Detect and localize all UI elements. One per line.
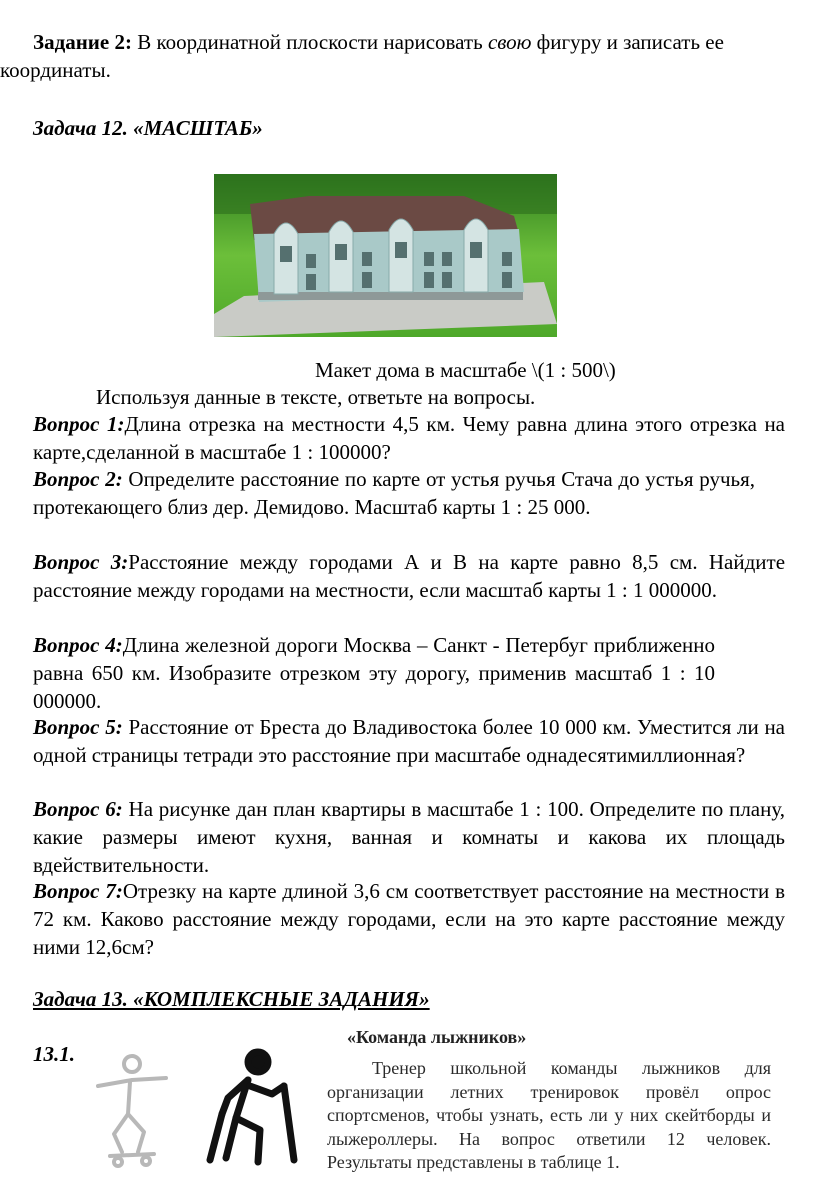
task2-line1: Задание 2: В координатной плоскости нарисовать свою фигуру и записать ее <box>33 30 724 54</box>
question-2: Вопрос 2: Определите расстояние по карте от устья ручья Стача до устья ручья, протекающего близ дер. Демидово. Масштаб карты 1 : 25 000. <box>33 467 756 519</box>
skier-icon <box>200 1048 310 1168</box>
question-7: Вопрос 7:Отрезку на карте длиной 3,6 см соответствует расстояние на местности в 72 км. Каково расстояние между городами, если на это карте расстояние между ними 12,6см? <box>33 879 786 959</box>
task12-intro: Используя данные в тексте, ответьте на вопросы. <box>96 385 536 409</box>
team-box-title: «Команда лыжников» <box>347 1027 527 1047</box>
task2-label: Задание 2: <box>33 30 132 54</box>
question-3: Вопрос 3:Расстояние между городами А и В на карте равно 8,5 см. Найдите расстояние между городами на местности, если масштаб карты 1 : 1 000000. <box>33 550 786 602</box>
question-5: Вопрос 5: Расстояние от Бреста до Владивостока более 10 000 км. Уместится ли на одной страницы тетради это расстояние при масштабе однадесятимиллионная? <box>33 715 785 767</box>
question-6: Вопрос 6: На рисунке дан план квартиры в масштабе 1 : 100. Определите по плану, какие размеры имеют кухня, ванная и комнаты и какова их площадь вдействительности. <box>33 797 786 877</box>
photo-caption: Макет дома в масштабе \(1 : 500\) <box>315 358 616 382</box>
team-box-text: Тренер школьной команды лыжников для организации летних тренировок провёл опрос спортсменов, чтобы узнать, есть ли у них скейтборды и лыжероллеры. На вопрос ответили 12 человек. Результаты представлены в таблице 1. <box>327 1058 771 1172</box>
task12-title: Задача 12. «МАСШТАБ» <box>33 116 263 140</box>
house-model-photo <box>214 174 557 337</box>
question-4: Вопрос 4:Длина железной дороги Москва – Санкт - Петербуг приближенно равна 650 км. Изобразите отрезком эту дорогу, применив масштаб 1 : 10 000000. <box>33 633 715 713</box>
task13-sublabel: 13.1. <box>33 1042 75 1066</box>
task13-title: Задача 13. «КОМПЛЕКСНЫЕ ЗАДАНИЯ» <box>33 987 430 1011</box>
question-1: Вопрос 1:Длина отрезка на местности 4,5 км. Чему равна длина этого отрезка на карте,сделанной в масштабе 1 : 100000? <box>33 412 786 464</box>
task2-line2: координаты. <box>0 58 111 82</box>
skateboarder-icon <box>92 1052 172 1170</box>
